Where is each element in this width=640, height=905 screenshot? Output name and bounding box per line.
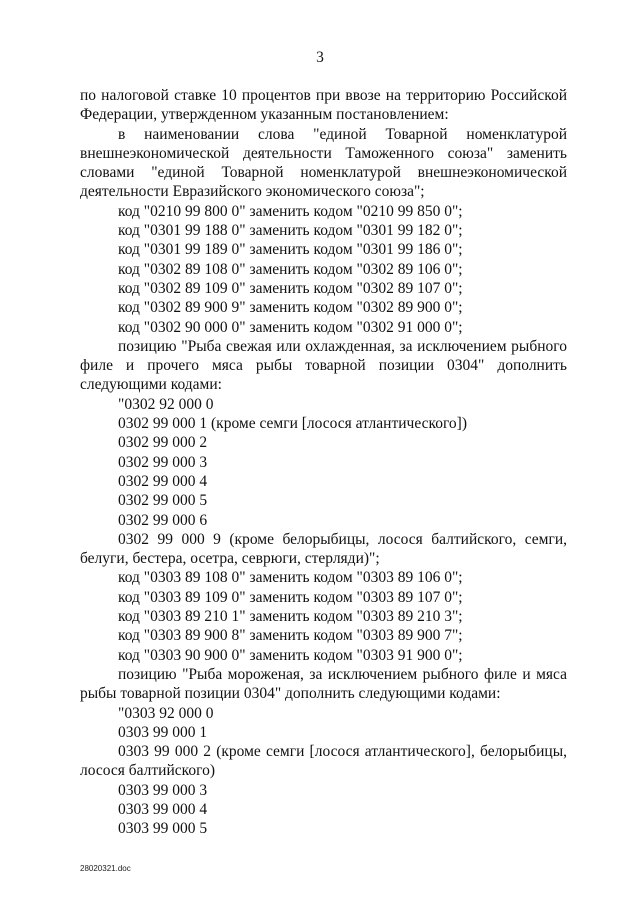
text-line: код "0302 89 900 9" заменить кодом "0302 89 900 0"; bbox=[118, 299, 463, 317]
text-line: лосося балтийского) bbox=[80, 762, 216, 780]
text-line: 0303 99 000 2 (кроме семги [лосося атлантического], белорыбицы, bbox=[118, 743, 567, 761]
text-line: филе и прочего мяса рыбы товарной позиции 0304" дополнить bbox=[80, 357, 567, 375]
text-line: позицию "Рыба свежая или охлажденная, за исключением рыбного bbox=[118, 337, 567, 355]
text-line: код "0302 89 108 0" заменить кодом "0302 89 106 0"; bbox=[118, 260, 463, 278]
text-line: код "0303 89 900 8" заменить кодом "0303 89 900 7"; bbox=[118, 627, 463, 645]
page-number: 3 bbox=[316, 49, 324, 66]
text-line: код "0301 99 188 0" заменить кодом "0301 99 182 0"; bbox=[118, 222, 463, 240]
text-line: по налоговой ставке 10 процентов при ввозе на территорию Российской bbox=[80, 87, 567, 104]
text-line: код "0302 90 000 0" заменить кодом "0302 91 000 0"; bbox=[118, 318, 463, 336]
text-line: "0302 92 000 0 bbox=[118, 395, 214, 413]
text-line: позицию "Рыба мороженая, за исключением рыбного филе и мяса bbox=[118, 665, 567, 683]
text-line: словами "единой Товарной номенклатурой внешнеэкономической bbox=[80, 164, 567, 182]
text-line: 0303 99 000 3 bbox=[118, 781, 208, 799]
text-line: рыбы товарной позиции 0304" дополнить следующими кодами: bbox=[80, 685, 501, 703]
text-line: код "0301 99 189 0" заменить кодом "0301 99 186 0"; bbox=[118, 241, 463, 259]
text-line: 0302 99 000 6 bbox=[118, 511, 208, 529]
text-line: 0302 99 000 1 (кроме семги [лосося атлантического]) bbox=[118, 415, 467, 433]
text-line: в наименовании слова "единой Товарной номенклатурой bbox=[118, 125, 567, 143]
text-line: 0303 99 000 4 bbox=[118, 800, 208, 818]
text-line: 0303 99 000 1 bbox=[118, 723, 208, 741]
text-line: следующими кодами: bbox=[80, 376, 222, 394]
document-body bbox=[80, 86, 567, 839]
text-line: "0303 92 000 0 bbox=[118, 704, 214, 722]
text-line: 0302 99 000 4 bbox=[118, 472, 208, 490]
text-line: деятельности Евразийского экономического союза"; bbox=[80, 183, 425, 201]
text-line: 0302 99 000 3 bbox=[118, 453, 208, 471]
text-line: внешнеэкономической деятельности Таможенного союза" заменить bbox=[80, 144, 567, 162]
text-line: код "0303 90 900 0" заменить кодом "0303 91 900 0"; bbox=[118, 646, 463, 664]
text-line: код "0303 89 108 0" заменить кодом "0303 89 106 0"; bbox=[118, 569, 463, 587]
text-line: 0302 99 000 5 bbox=[118, 492, 208, 510]
text-line: 0302 99 000 9 (кроме белорыбицы, лосося балтийского, семги, bbox=[118, 530, 567, 548]
text-line: код "0303 89 109 0" заменить кодом "0303 89 107 0"; bbox=[118, 588, 463, 606]
footer-filename: 28020321.doc bbox=[80, 864, 131, 873]
text-line: 0302 99 000 2 bbox=[118, 434, 208, 452]
text-line: код "0302 89 109 0" заменить кодом "0302 89 107 0"; bbox=[118, 279, 463, 297]
text-line: 0303 99 000 5 bbox=[118, 820, 208, 838]
text-line: белуги, бестера, осетра, севрюги, стерляди)"; bbox=[80, 550, 380, 568]
text-line: Федерации, утвержденном указанным постановлением: bbox=[80, 106, 449, 124]
text-line: код "0303 89 210 1" заменить кодом "0303 89 210 3"; bbox=[118, 608, 463, 626]
text-line: код "0210 99 800 0" заменить кодом "0210 99 850 0"; bbox=[118, 202, 463, 220]
